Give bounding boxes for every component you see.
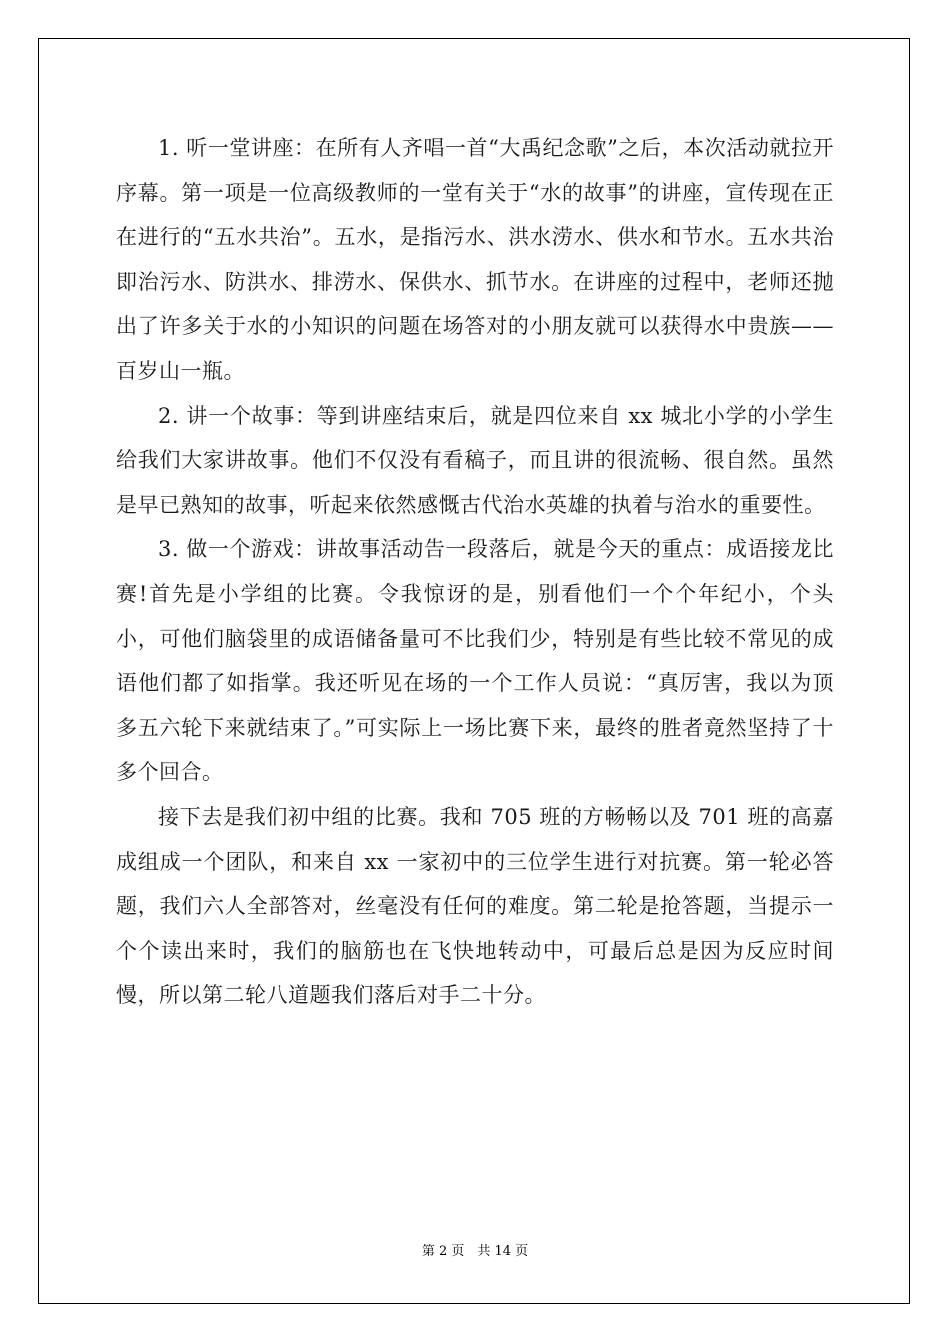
paragraph-lecture: 1. 听一堂讲座：在所有人齐唱一首“大禹纪念歌”之后，本次活动就拉开序幕。第一项是一位高级教师的一堂有关于“水的故事”的讲座，宣传现在正在进行的“五水共治”。五水，是指污水、洪水涝水、供水和节水。五水共治即治污水、防洪水、排涝水、保供水、抓节水。在讲座的过程中，老师还抛出了许多关于水的小知识的问题在场答对的小朋友就可以获得水中贵族——百岁山一瓶。 bbox=[116, 136, 834, 383]
paragraph-story: 2. 讲一个故事：等到讲座结束后，就是四位来自 xx 城北小学的小学生给我们大家讲故事。他们不仅没有看稿子，而且讲的很流畅、很自然。虽然是早已熟知的故事，听起来依然感慨古代治水英雄的执着与治水的重要性。 bbox=[116, 403, 834, 517]
page-number: 第 2 页 共 14 页 bbox=[421, 1244, 529, 1259]
paragraph-middle-school: 接下去是我们初中组的比赛。我和 705 班的方畅畅以及 701 班的高嘉成组成一个团队，和来自 xx 一家初中的三位学生进行对抗赛。第一轮必答题，我们六人全部答对，丝毫没有任何的难度。第二轮是抢答题，当提示一个个读出来时，我们的脑筋也在飞快地转动中，可最后总是因为反应时间慢，所以第二轮八道题我们落后对手二十分。 bbox=[116, 804, 834, 1008]
paragraph-game: 3. 做一个游戏：讲故事活动告一段落后，就是今天的重点：成语接龙比赛!首先是小学组的比赛。令我惊讶的是，别看他们一个个年纪小，个头小，可他们脑袋里的成语储备量可不比我们少，特别是有些比较不常见的成语他们都了如指掌。我还听见在场的一个工作人员说：“真厉害，我以为顶多五六轮下来就结束了。”可实际上一场比赛下来，最终的胜者竟然坚持了十多个回合。 bbox=[116, 537, 834, 785]
document-body bbox=[116, 126, 834, 1018]
